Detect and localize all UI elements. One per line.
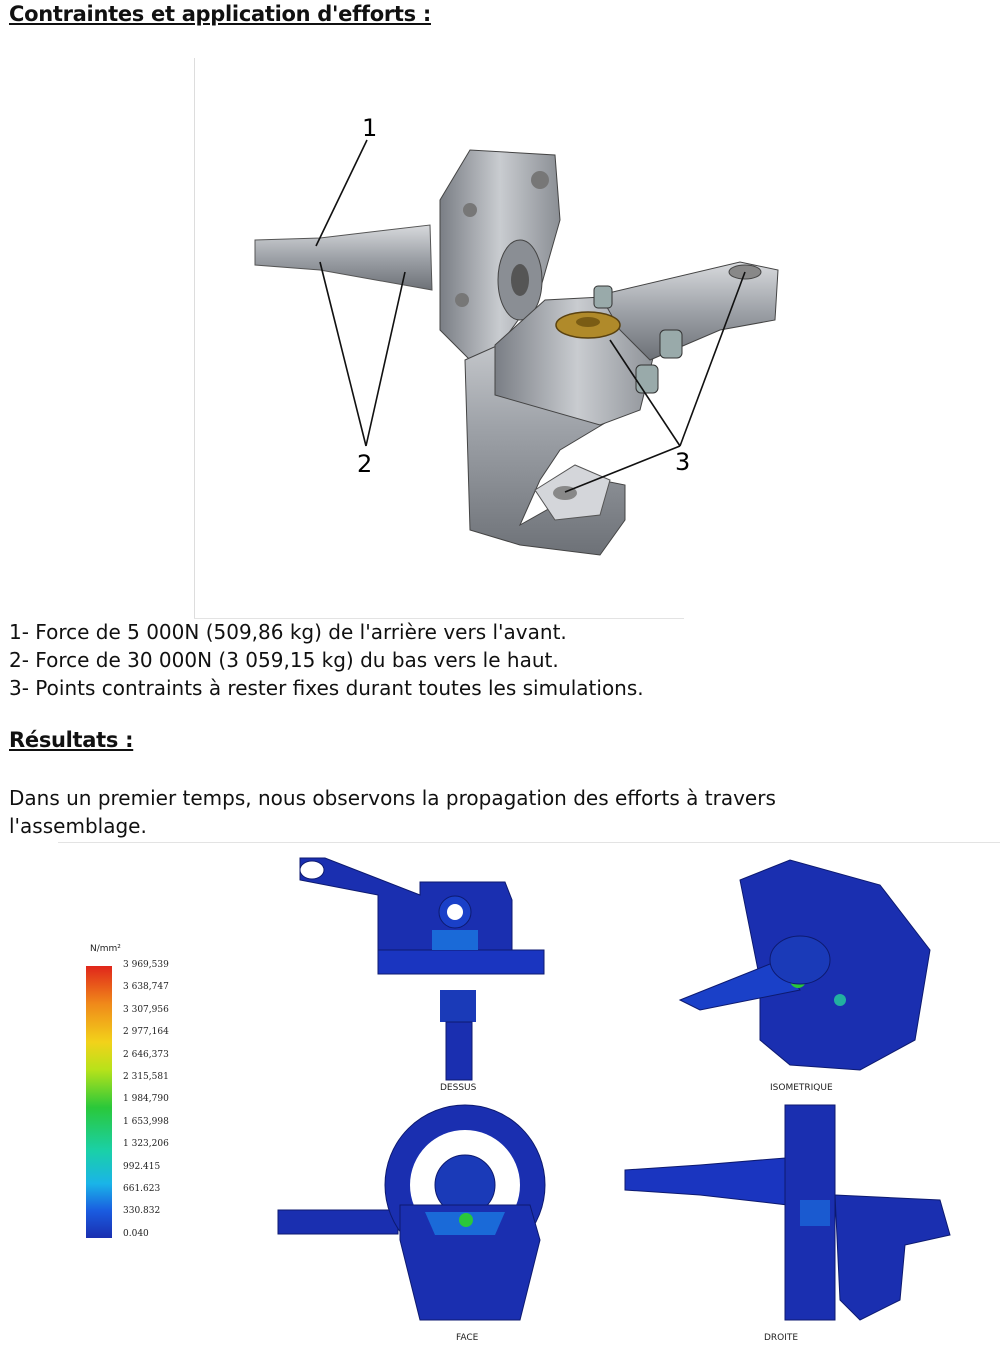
force-line-3: 3- Points contraints à rester fixes durant toutes les simulations. xyxy=(9,676,644,700)
legend-value: 330.832 xyxy=(123,1206,161,1217)
callout-3: 3 xyxy=(675,448,691,476)
legend-value: 2 646,373 xyxy=(123,1049,169,1060)
view-label-face: FACE xyxy=(456,1333,479,1343)
callout-1: 1 xyxy=(362,114,378,142)
view-dessus xyxy=(300,858,544,1080)
force-line-1: 1- Force de 5 000N (509,86 kg) de l'arrière vers l'avant. xyxy=(9,620,567,644)
force-line-2: 2- Force de 30 000N (3 059,15 kg) du bas vers le haut. xyxy=(9,648,559,672)
legend-value: 2 315,581 xyxy=(123,1072,169,1082)
legend-value: 992.415 xyxy=(123,1161,161,1172)
legend-value: 1 653,998 xyxy=(123,1116,169,1127)
legend-value: 1 984,790 xyxy=(123,1094,169,1105)
view-droite xyxy=(625,1105,950,1320)
legend-value: 1 323,206 xyxy=(123,1139,169,1150)
heading-constraints: Contraintes et application d'efforts : xyxy=(9,2,431,26)
view-label-droite: DROITE xyxy=(764,1333,799,1343)
legend-unit: N/mm² xyxy=(90,944,121,954)
view-label-isometrique: ISOMETRIQUE xyxy=(770,1083,833,1093)
legend-value: 0.040 xyxy=(123,1228,149,1239)
legend-value: 3 307,956 xyxy=(123,1004,169,1015)
heading-results: Résultats : xyxy=(9,728,134,752)
legend-value: 3 969,539 xyxy=(123,960,169,970)
results-paragraph-line2: l'assemblage. xyxy=(9,814,147,838)
legend-value: 2 977,164 xyxy=(123,1027,169,1038)
results-paragraph-line1: Dans un premier temps, nous observons la propagation des efforts à travers xyxy=(9,786,776,810)
view-face xyxy=(278,1105,545,1320)
legend-value: 3 638,747 xyxy=(123,982,169,993)
legend-value: 661.623 xyxy=(123,1184,161,1194)
view-isometrique xyxy=(680,860,930,1070)
view-label-dessus: DESSUS xyxy=(440,1083,477,1093)
callout-2: 2 xyxy=(357,450,373,478)
